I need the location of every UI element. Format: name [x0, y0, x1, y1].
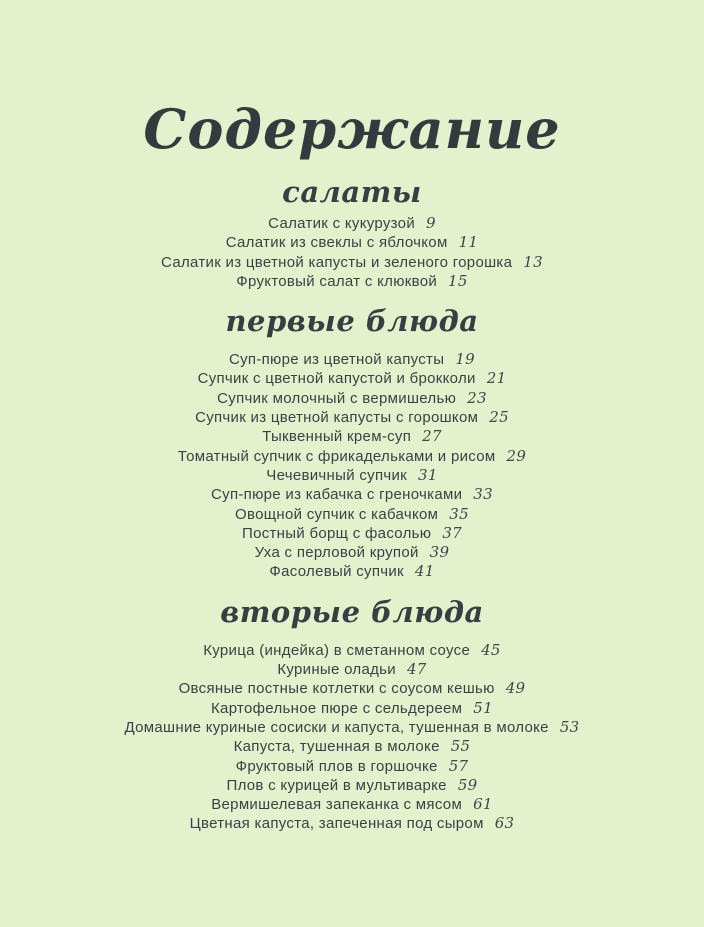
toc-item-page-number: 53: [559, 717, 580, 736]
toc-item-page-number: 19: [455, 350, 475, 369]
toc-item-page-number: 59: [457, 775, 478, 794]
toc-item: [0, 776, 704, 795]
section-heading: первые блюда: [225, 304, 479, 339]
toc-item-page-number: 27: [422, 427, 442, 446]
toc-item-page-number: 25: [489, 408, 509, 427]
toc-item: [0, 679, 704, 698]
toc-item-title: Салатик из цветной капусты и зеленого горошка: [161, 253, 513, 271]
toc-item: [0, 699, 704, 718]
toc-item: [0, 814, 704, 833]
toc-item-title: Домашние куриные сосиски и капуста, тушенная в молоке: [124, 718, 549, 736]
toc-item: [0, 562, 704, 581]
toc-item-page-number: 49: [505, 679, 526, 698]
toc-item: [0, 485, 704, 504]
toc-item-title: Уха с перловой крупой: [254, 544, 419, 562]
toc-item-title: Тыквенный крем-суп: [262, 428, 412, 446]
toc-section: [0, 590, 704, 834]
toc-item-page-number: 61: [473, 795, 493, 814]
toc-item: [0, 350, 704, 369]
toc-item-title: Картофельное пюре с сельдереем: [211, 699, 463, 717]
toc-item-page-number: 35: [449, 504, 469, 523]
toc-item-title: Чечевичный супчик: [266, 466, 408, 484]
toc-item-title: Овсяные постные котлетки с соусом кешью: [178, 680, 495, 698]
toc-item-page-number: 21: [486, 369, 507, 388]
toc-item: [0, 737, 704, 756]
toc-item-page-number: 39: [429, 543, 450, 562]
toc-item-page-number: 63: [494, 814, 515, 833]
toc-item-title: Куриные оладьи: [277, 661, 396, 679]
toc-item: [0, 447, 704, 466]
toc-item-page-number: 55: [450, 737, 471, 756]
toc-item: [0, 253, 704, 272]
toc-item-title: Супчик с цветной капустой и брокколи: [197, 370, 476, 388]
toc-item-page-number: 47: [406, 660, 427, 679]
toc-item-page-number: 13: [523, 252, 543, 271]
toc-item-page-number: 11: [458, 233, 479, 252]
toc-item-page-number: 45: [481, 640, 501, 659]
section-heading: салаты: [282, 175, 422, 209]
toc-item: [0, 233, 704, 252]
toc-item-page-number: 51: [473, 698, 493, 717]
toc-item-page-number: 37: [442, 523, 463, 542]
toc-item-page-number: 33: [473, 485, 493, 504]
toc-item-page-number: 57: [448, 756, 469, 775]
toc-item-title: Капуста, тушенная в молоке: [233, 738, 440, 756]
page-title: Содержание: [143, 97, 561, 161]
toc-item: [0, 795, 704, 814]
toc-item: [0, 718, 704, 737]
toc-item: [0, 505, 704, 524]
toc-item: [0, 272, 704, 291]
toc-item: [0, 214, 704, 233]
toc-item-title: Фруктовый салат с клюквой: [236, 272, 438, 290]
toc-item-page-number: 41: [414, 562, 435, 581]
toc-item-title: Томатный супчик с фрикадельками и рисом: [177, 447, 496, 465]
toc-item-title: Салатик из свеклы с яблочком: [225, 234, 448, 252]
toc-item-title: Супчик молочный с вермишелью: [217, 389, 457, 407]
toc-item: [0, 427, 704, 446]
toc-item: [0, 408, 704, 427]
toc-item-title: Курица (индейка) в сметанном соусе: [203, 641, 471, 659]
section-items: [0, 214, 704, 291]
toc-item: [0, 389, 704, 408]
toc-item-title: Плов с курицей в мультиварке: [226, 776, 447, 794]
toc-item-page-number: 23: [467, 388, 487, 407]
toc-item-page-number: 15: [448, 271, 468, 290]
toc-section: [0, 170, 704, 291]
toc-item-title: Постный борщ с фасолью: [241, 524, 432, 542]
toc-item: [0, 660, 704, 679]
toc-item-page-number: 31: [418, 465, 438, 484]
toc-sections: [0, 170, 704, 834]
toc-item-title: Салатик с кукурузой: [268, 215, 415, 232]
toc-item-title: Суп-пюре из цветной капусты: [228, 351, 445, 369]
toc-item: [0, 369, 704, 388]
toc-section: [0, 299, 704, 582]
toc-item: [0, 641, 704, 660]
toc-item-title: Овощной супчик с кабачком: [235, 505, 439, 523]
section-items: [0, 641, 704, 834]
section-heading: вторые блюда: [220, 594, 484, 629]
toc-item-title: Супчик из цветной капусты с горошком: [195, 409, 479, 427]
toc-item: [0, 524, 704, 543]
toc-item-title: Вермишелевая запеканка с мясом: [211, 796, 463, 814]
toc-item-title: Цветная капуста, запеченная под сыром: [189, 815, 484, 833]
toc-item-title: Фруктовый плов в горшочке: [235, 757, 438, 775]
toc-item: [0, 757, 704, 776]
toc-item: [0, 466, 704, 485]
toc-item-title: Фасолевый супчик: [269, 563, 404, 581]
toc-item-page-number: 29: [506, 446, 527, 465]
section-items: [0, 350, 704, 582]
toc-item-title: Суп-пюре из кабачка с греночками: [211, 486, 463, 504]
toc-item: [0, 543, 704, 562]
toc-item-page-number: 9: [426, 214, 436, 232]
